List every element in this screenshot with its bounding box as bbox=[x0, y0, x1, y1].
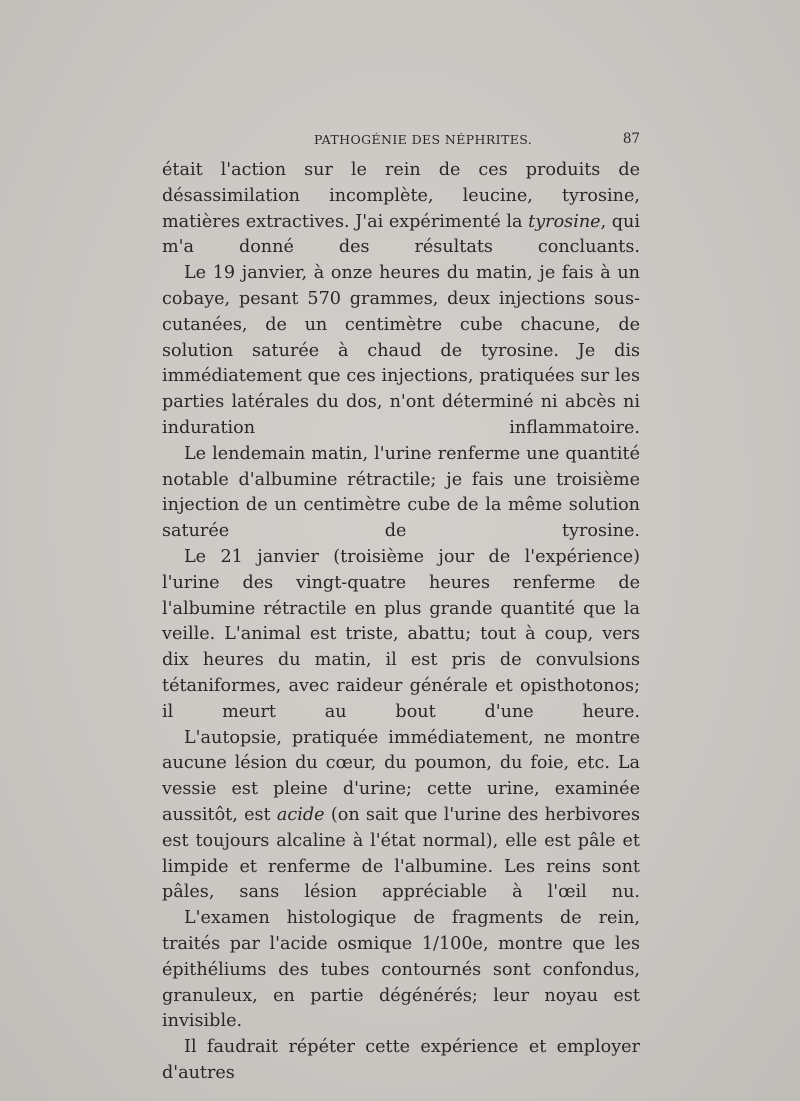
paragraph-5-start: L'autopsie, pratiquée immédiatement, ne montre aucune lésion du cœur, du poumon, du foie, etc. La vessie est pleine d'urine; cette urine, examinée aussitôt, est bbox=[162, 727, 640, 825]
paragraph-1-end: , qui m'a donné des résultats concluants. bbox=[162, 211, 641, 258]
paragraph-4: Le 21 janvier (troisième jour de l'expérience) l'urine des vingt-quatre heures renferme de l'albumine rétractile en plus grande quantité que la veille. L'animal est triste, abattu; tout à coup, vers dix heures du matin, il est pris de convulsions tétaniformes, avec raideur générale et opisthotonos; il meurt au bout d'une heure. bbox=[162, 546, 640, 722]
paragraph-3: Le lendemain matin, l'urine renferme une quantité notable d'albumine rétractile; je fais une troisième injection de un centimètre cube de la même solution saturée de tyrosine. bbox=[162, 443, 640, 542]
page-header bbox=[162, 128, 640, 150]
paragraph-7: Il faudrait répéter cette expérience et employer d'autres bbox=[162, 1037, 640, 1083]
paragraph-2: Le 19 janvier, à onze heures du matin, je fais à un cobaye, pesant 570 grammes, deux injections sous-cutanées, de un centimètre cube chacune, de solution saturée à chaud de tyrosine. Je dis immédiatement que ces injections, pratiquées sur les parties latérales du dos, n'ont déterminé ni abcès ni induration inflammatoire. bbox=[162, 263, 640, 438]
paragraph-1 bbox=[162, 158, 640, 261]
paragraph-6: L'examen histologique de fragments de rein, traités par l'acide osmique 1/100e, montre que les épithéliums des tubes contournés sont confondus, granuleux, en partie dégénérés; leur noyau est invisible. bbox=[162, 908, 640, 1032]
paragraph-1-start: était l'action sur le rein de ces produits de désassimilation incomplète, leucine, tyrosine, matières extractives. J'ai expérimenté la bbox=[162, 160, 640, 232]
running-title: PATHOGÉNIE DES NÉPHRITES. bbox=[314, 132, 533, 147]
paragraph-5-end: (on sait que l'urine des herbivores est toujours alcaline à l'état normal), elle est pâle et limpide et renferme de l'albumine. Les reins sont pâles, sans lésion appréciable à l'œil nu. bbox=[162, 804, 640, 903]
italic-acide: acide bbox=[276, 804, 325, 825]
body-text bbox=[162, 158, 640, 1087]
page-number: 87 bbox=[622, 131, 640, 147]
italic-tyrosine: tyrosine bbox=[528, 211, 601, 232]
paragraph-5 bbox=[162, 726, 640, 907]
